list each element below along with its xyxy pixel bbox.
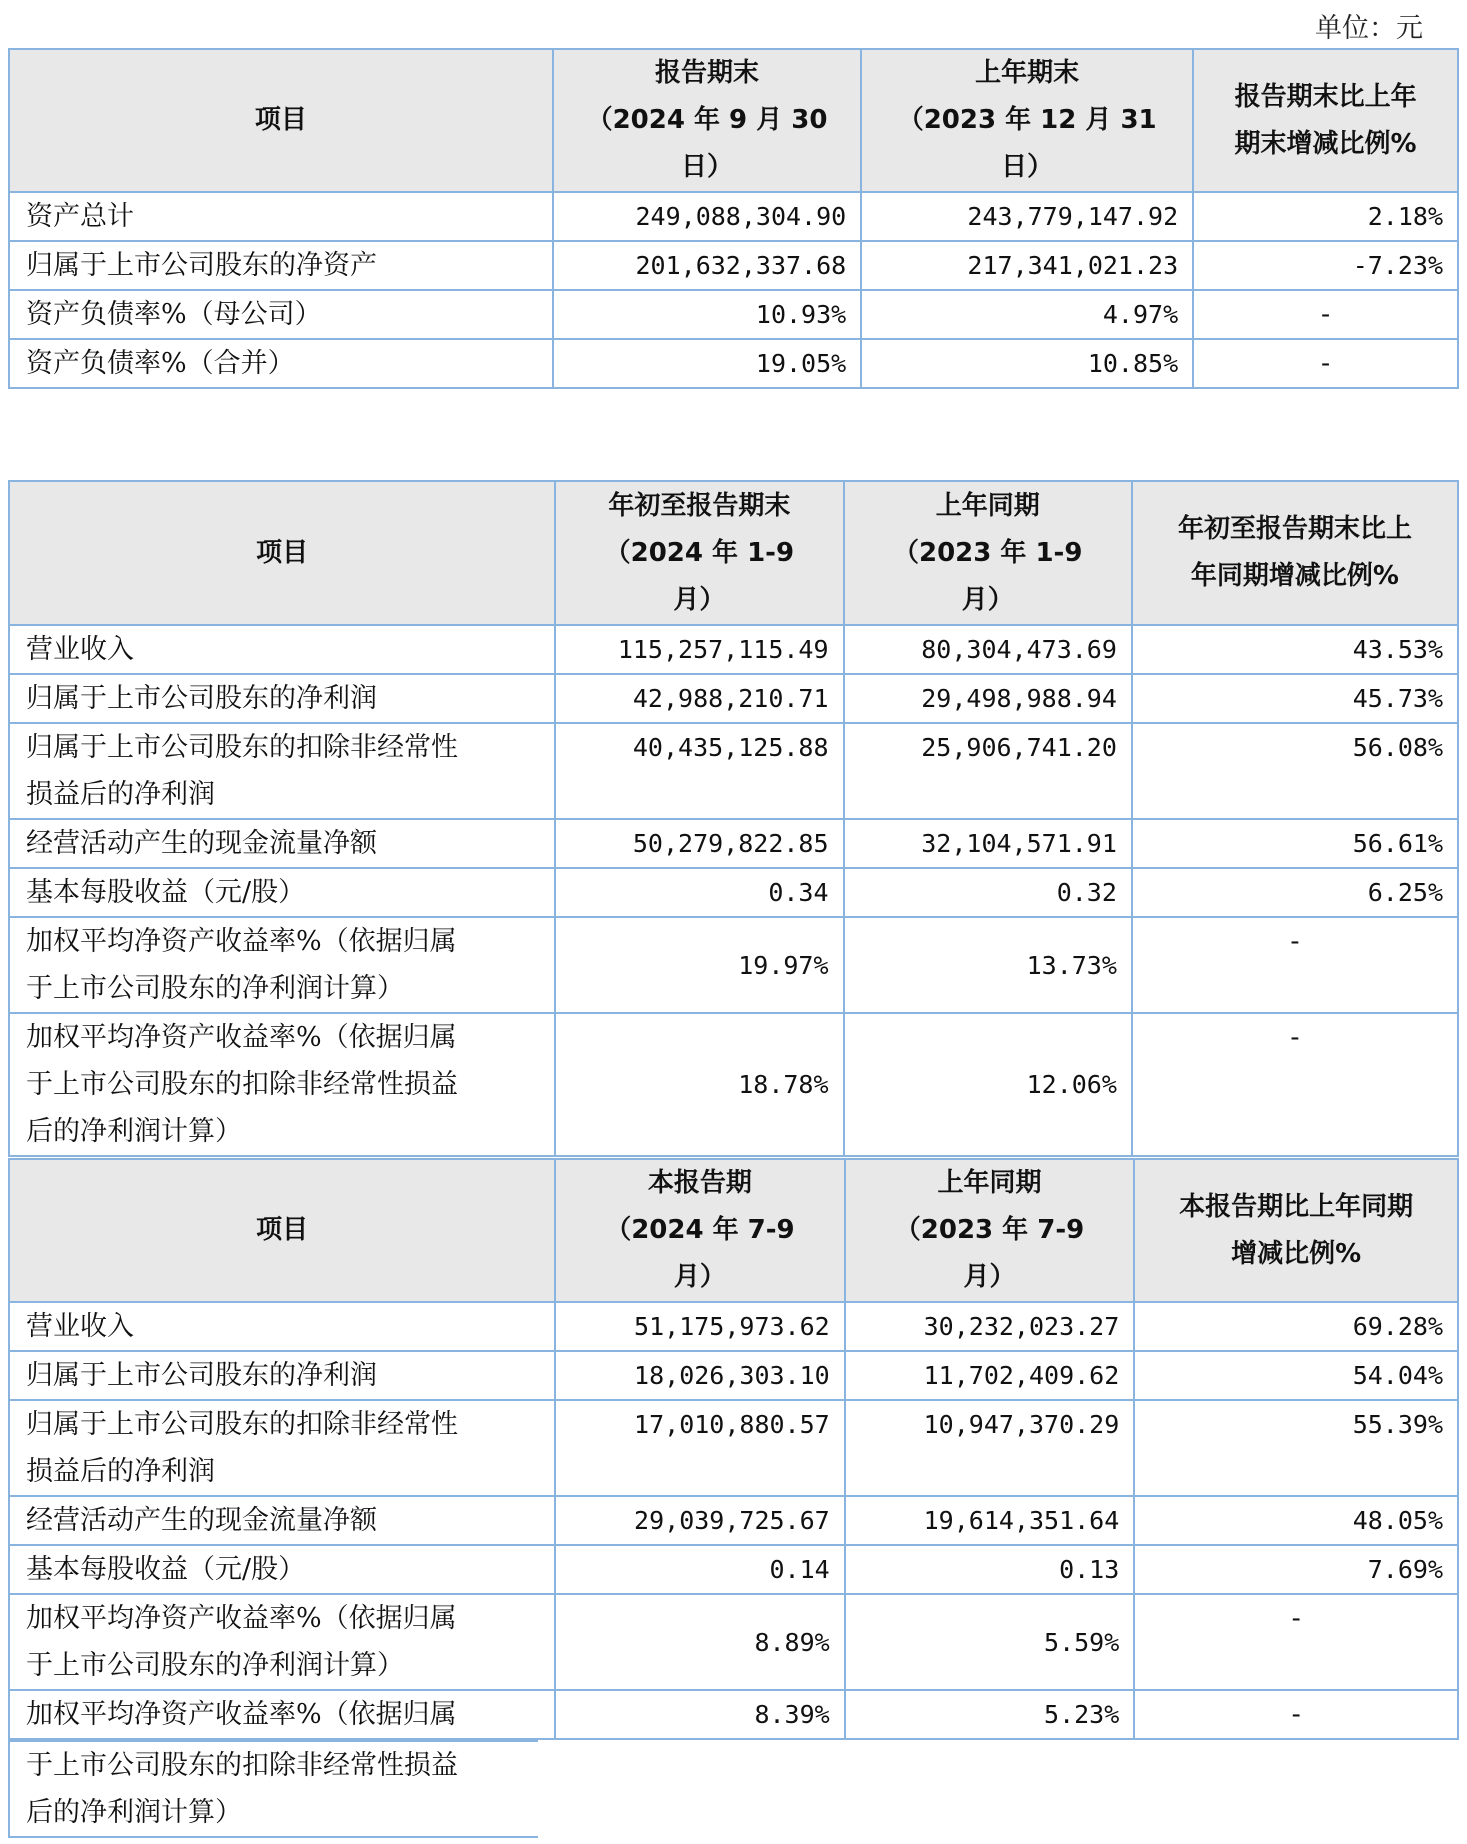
row-item: 资产负债率%（母公司） bbox=[9, 290, 553, 339]
header-line: 月） bbox=[673, 584, 726, 615]
table-row bbox=[9, 1351, 1458, 1400]
table-row bbox=[9, 1302, 1458, 1351]
row-item bbox=[9, 674, 555, 723]
row-item-line: 归属于上市公司股东的扣除非经常性 bbox=[26, 732, 458, 763]
header-current-period bbox=[555, 481, 843, 625]
table-row bbox=[9, 1741, 538, 1837]
row-item-line: 于上市公司股东的净利润计算） bbox=[26, 973, 404, 1004]
row-item bbox=[9, 1351, 555, 1400]
row-item-line: 归属于上市公司股东的净利润 bbox=[26, 683, 377, 714]
row-item bbox=[9, 1594, 555, 1690]
row-previous: 5.23% bbox=[845, 1690, 1135, 1739]
row-current: 19.05% bbox=[553, 339, 861, 388]
row-item-line: 基本每股收益（元/股） bbox=[26, 877, 306, 908]
row-current: 8.89% bbox=[555, 1594, 845, 1690]
row-change: 69.28% bbox=[1134, 1302, 1458, 1351]
table-header-row bbox=[9, 49, 1458, 192]
row-item bbox=[9, 625, 555, 674]
header-line: 报告期末比上年 bbox=[1234, 81, 1417, 112]
row-current: 10.93% bbox=[553, 290, 861, 339]
row-item bbox=[9, 723, 555, 819]
row-previous: 0.32 bbox=[844, 868, 1132, 917]
row-previous: 243,779,147.92 bbox=[861, 192, 1193, 241]
table-header-row bbox=[9, 481, 1458, 625]
row-item-line: 基本每股收益（元/股） bbox=[26, 1554, 306, 1585]
header-line: 年初至报告期末比上 bbox=[1177, 514, 1412, 544]
table-row bbox=[9, 1496, 1458, 1545]
row-change: 45.73% bbox=[1132, 674, 1458, 723]
row-change: 55.39% bbox=[1134, 1400, 1458, 1496]
balance-sheet-table bbox=[8, 48, 1459, 389]
row-previous: 29,498,988.94 bbox=[844, 674, 1132, 723]
row-current: 51,175,973.62 bbox=[555, 1302, 845, 1351]
row-change: 2.18% bbox=[1193, 192, 1458, 241]
row-previous: 10,947,370.29 bbox=[845, 1400, 1135, 1496]
header-line: 本报告期比上年同期 bbox=[1179, 1191, 1414, 1222]
header-line: （2023 年 1-9 bbox=[892, 537, 1083, 568]
row-item-line: 加权平均净资产收益率%（依据归属 bbox=[26, 1699, 457, 1730]
header-line: 增减比例% bbox=[1231, 1238, 1362, 1269]
row-current: 8.39% bbox=[555, 1690, 845, 1739]
row-item-line: 于上市公司股东的净利润计算） bbox=[26, 1650, 404, 1681]
row-item-line: 营业收入 bbox=[26, 1311, 134, 1342]
header-previous-period bbox=[861, 49, 1193, 192]
row-change: 56.61% bbox=[1132, 819, 1458, 868]
row-item bbox=[9, 819, 555, 868]
row-current: 201,632,337.68 bbox=[553, 241, 861, 290]
row-item: 资产总计 bbox=[9, 192, 553, 241]
header-line: 月） bbox=[963, 1262, 1016, 1292]
table-row bbox=[9, 723, 1458, 819]
quarter-income-table-overflow bbox=[8, 1740, 538, 1838]
header-item: 项目 bbox=[9, 49, 553, 192]
row-change: - bbox=[1193, 290, 1458, 339]
ytd-income-table bbox=[8, 480, 1459, 1157]
row-change: 48.05% bbox=[1134, 1496, 1458, 1545]
row-previous: 13.73% bbox=[844, 917, 1132, 1013]
row-change: - bbox=[1193, 339, 1458, 388]
row-item-line: 经营活动产生的现金流量净额 bbox=[26, 828, 377, 859]
header-change-ratio bbox=[1193, 49, 1458, 192]
table-row bbox=[9, 1690, 1458, 1739]
table-row bbox=[9, 241, 1458, 290]
row-current: 115,257,115.49 bbox=[555, 625, 843, 674]
header-line: （2024 年 1-9 bbox=[604, 537, 795, 568]
table-row bbox=[9, 339, 1458, 388]
row-previous: 32,104,571.91 bbox=[844, 819, 1132, 868]
row-previous: 19,614,351.64 bbox=[845, 1496, 1135, 1545]
row-current: 18,026,303.10 bbox=[555, 1351, 845, 1400]
row-item-line: 营业收入 bbox=[26, 634, 134, 665]
row-previous: 217,341,021.23 bbox=[861, 241, 1193, 290]
row-item-line: 归属于上市公司股东的扣除非经常性 bbox=[26, 1409, 458, 1440]
row-change: 43.53% bbox=[1132, 625, 1458, 674]
row-current: 50,279,822.85 bbox=[555, 819, 843, 868]
row-previous: 10.85% bbox=[861, 339, 1193, 388]
row-item-line: 于上市公司股东的扣除非经常性损益 bbox=[26, 1750, 458, 1781]
row-change: - bbox=[1132, 1013, 1458, 1156]
row-item bbox=[9, 1013, 555, 1156]
row-change: 6.25% bbox=[1132, 868, 1458, 917]
row-previous: 30,232,023.27 bbox=[845, 1302, 1135, 1351]
row-item bbox=[9, 1496, 555, 1545]
row-previous: 4.97% bbox=[861, 290, 1193, 339]
table-row bbox=[9, 674, 1458, 723]
row-item-line: 归属于上市公司股东的净利润 bbox=[26, 1360, 377, 1391]
row-item bbox=[9, 868, 555, 917]
row-item-line: 加权平均净资产收益率%（依据归属 bbox=[26, 926, 457, 957]
row-item bbox=[9, 1545, 555, 1594]
header-current-period bbox=[555, 1159, 845, 1302]
row-previous: 12.06% bbox=[844, 1013, 1132, 1156]
quarter-income-table bbox=[8, 1158, 1459, 1740]
header-change-ratio bbox=[1132, 481, 1458, 625]
header-previous-period bbox=[844, 481, 1132, 625]
header-line: 日） bbox=[1001, 152, 1054, 182]
row-current: 17,010,880.57 bbox=[555, 1400, 845, 1496]
header-line: 月） bbox=[673, 1262, 726, 1292]
row-previous: 11,702,409.62 bbox=[845, 1351, 1135, 1400]
header-line: 上年同期 bbox=[935, 490, 1040, 521]
header-line: 报告期末 bbox=[655, 58, 760, 88]
header-line: 年初至报告期末 bbox=[608, 490, 791, 521]
row-current: 19.97% bbox=[555, 917, 843, 1013]
row-change: - bbox=[1134, 1690, 1458, 1739]
header-change-ratio bbox=[1134, 1159, 1458, 1302]
header-line: （2024 年 9 月 30 bbox=[586, 105, 828, 135]
row-change: 7.69% bbox=[1134, 1545, 1458, 1594]
table-row bbox=[9, 625, 1458, 674]
row-item-line: 加权平均净资产收益率%（依据归属 bbox=[26, 1603, 457, 1634]
row-item-line: 损益后的净利润 bbox=[26, 779, 215, 810]
row-item-line: 损益后的净利润 bbox=[26, 1456, 215, 1487]
row-item bbox=[9, 917, 555, 1013]
header-line: 月） bbox=[961, 584, 1014, 615]
row-previous: 80,304,473.69 bbox=[844, 625, 1132, 674]
row-change: - bbox=[1134, 1594, 1458, 1690]
row-change: 56.08% bbox=[1132, 723, 1458, 819]
row-current: 40,435,125.88 bbox=[555, 723, 843, 819]
header-line: （2023 年 7-9 bbox=[894, 1215, 1085, 1245]
table-row bbox=[9, 1545, 1458, 1594]
row-change: -7.23% bbox=[1193, 241, 1458, 290]
row-item: 资产负债率%（合并） bbox=[9, 339, 553, 388]
header-line: 年同期增减比例% bbox=[1190, 561, 1399, 591]
row-item-line: 后的净利润计算） bbox=[26, 1797, 242, 1828]
row-current: 249,088,304.90 bbox=[553, 192, 861, 241]
table-row bbox=[9, 868, 1458, 917]
table-header-row bbox=[9, 1159, 1458, 1302]
row-item-line: 后的净利润计算） bbox=[26, 1116, 242, 1147]
header-line: 上年期末 bbox=[975, 58, 1080, 88]
header-line: 本报告期 bbox=[647, 1168, 752, 1198]
row-item-line: 经营活动产生的现金流量净额 bbox=[26, 1505, 377, 1536]
header-line: 上年同期 bbox=[937, 1168, 1042, 1198]
header-current-period bbox=[553, 49, 861, 192]
header-item: 项目 bbox=[9, 1159, 555, 1302]
row-current: 0.14 bbox=[555, 1545, 845, 1594]
header-line: 期末增减比例% bbox=[1234, 128, 1417, 159]
table-row bbox=[9, 1594, 1458, 1690]
row-change: - bbox=[1132, 917, 1458, 1013]
row-item bbox=[9, 1400, 555, 1496]
row-item-line: 于上市公司股东的扣除非经常性损益 bbox=[26, 1069, 458, 1100]
row-previous: 25,906,741.20 bbox=[844, 723, 1132, 819]
table-row bbox=[9, 917, 1458, 1013]
header-line: （2023 年 12 月 31 bbox=[897, 105, 1157, 135]
header-previous-period bbox=[845, 1159, 1135, 1302]
header-item: 项目 bbox=[9, 481, 555, 625]
row-current: 29,039,725.67 bbox=[555, 1496, 845, 1545]
unit-label: 单位：元 bbox=[1315, 13, 1423, 44]
row-item: 归属于上市公司股东的净资产 bbox=[9, 241, 553, 290]
row-item bbox=[9, 1302, 555, 1351]
table-row bbox=[9, 819, 1458, 868]
row-current: 0.34 bbox=[555, 868, 843, 917]
table-row bbox=[9, 290, 1458, 339]
row-item-continued bbox=[9, 1741, 538, 1837]
row-previous: 5.59% bbox=[845, 1594, 1135, 1690]
row-previous: 0.13 bbox=[845, 1545, 1135, 1594]
row-current: 42,988,210.71 bbox=[555, 674, 843, 723]
header-line: （2024 年 7-9 bbox=[605, 1215, 795, 1245]
row-change: 54.04% bbox=[1134, 1351, 1458, 1400]
row-current: 18.78% bbox=[555, 1013, 843, 1156]
table-row bbox=[9, 1013, 1458, 1156]
row-item-line: 加权平均净资产收益率%（依据归属 bbox=[26, 1022, 457, 1053]
table-row bbox=[9, 1400, 1458, 1496]
header-line: 日） bbox=[681, 152, 734, 182]
table-row bbox=[9, 192, 1458, 241]
row-item bbox=[9, 1690, 555, 1739]
